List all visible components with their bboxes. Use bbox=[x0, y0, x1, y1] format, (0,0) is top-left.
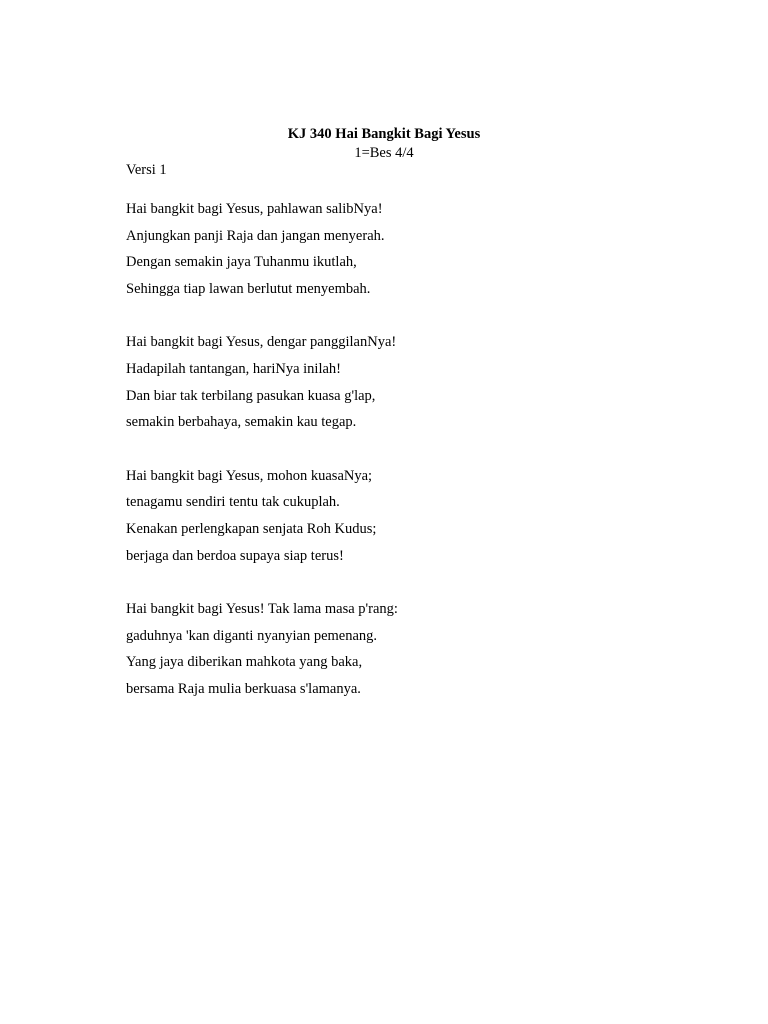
song-title: KJ 340 Hai Bangkit Bagi Yesus bbox=[287, 126, 481, 142]
lyric-line: berjaga dan berdoa supaya siap terus! bbox=[126, 547, 344, 564]
lyric-line: bersama Raja mulia berkuasa s'lamanya. bbox=[126, 681, 361, 698]
lyric-line: Anjungkan panji Raja dan jangan menyerah. bbox=[126, 227, 385, 244]
lyric-line: gaduhnya 'kan diganti nyanyian pemenang. bbox=[126, 627, 378, 644]
lyric-line: Yang jaya diberikan mahkota yang baka, bbox=[126, 654, 363, 671]
lyric-line: Kenakan perlengkapan senjata Roh Kudus; bbox=[126, 521, 377, 538]
stanza-4 bbox=[126, 596, 686, 703]
stanza-3 bbox=[126, 463, 686, 570]
version-label: Versi 1 bbox=[126, 162, 167, 178]
lyric-line: Hai bangkit bagi Yesus, dengar panggilanNya! bbox=[126, 334, 397, 351]
lyric-line: Hai bangkit bagi Yesus, mohon kuasaNya; bbox=[126, 467, 373, 484]
lyric-line: Hai bangkit bagi Yesus! Tak lama masa p'rang: bbox=[126, 600, 398, 617]
stanza-1 bbox=[126, 196, 686, 303]
lyric-line: Dan biar tak terbilang pasukan kuasa g'lap, bbox=[126, 387, 376, 404]
key-signature: 1=Bes 4/4 bbox=[354, 145, 414, 161]
lyric-line: Dengan semakin jaya Tuhanmu ikutlah, bbox=[126, 254, 357, 271]
lyric-line: Hadapilah tantangan, hariNya inilah! bbox=[126, 361, 342, 378]
lyric-line: Hai bangkit bagi Yesus, pahlawan salibNya! bbox=[126, 201, 383, 217]
lyric-line: semakin berbahaya, semakin kau tegap. bbox=[126, 414, 357, 431]
stanza-2 bbox=[126, 329, 686, 436]
lyrics bbox=[126, 196, 686, 729]
lyric-line: tenagamu sendiri tentu tak cukuplah. bbox=[126, 494, 340, 511]
lyric-line: Sehingga tiap lawan berlutut menyembah. bbox=[126, 281, 371, 298]
